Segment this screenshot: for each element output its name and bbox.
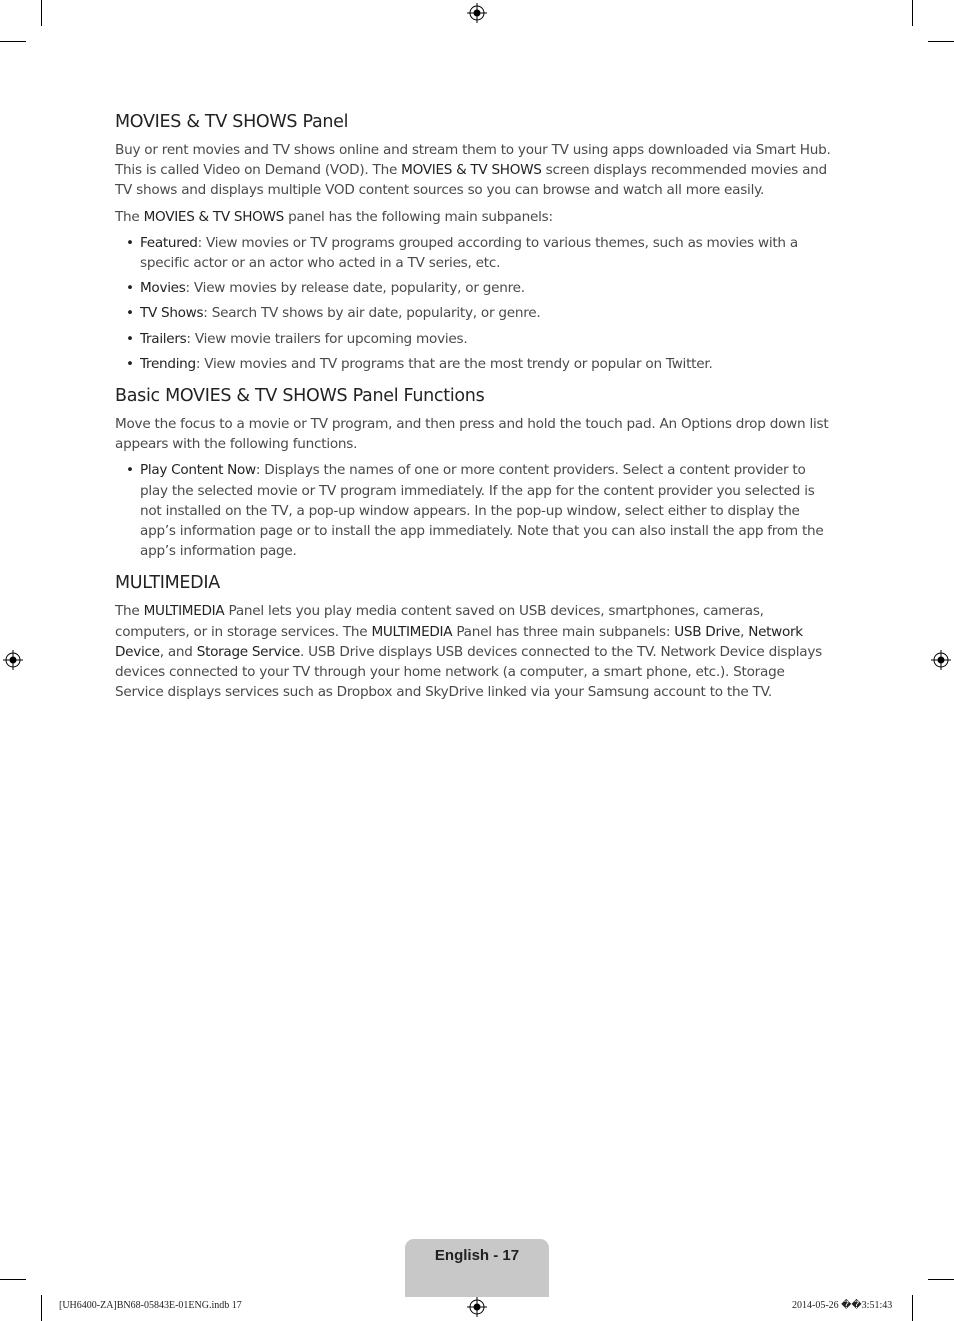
text: : View movies by release date, popularity, or genre.	[185, 280, 525, 297]
term: Movies	[140, 280, 186, 297]
subpanel-list	[115, 233, 835, 374]
text: The	[115, 603, 144, 620]
crop-mark	[928, 41, 954, 42]
term: MOVIES & TV SHOWS	[143, 208, 285, 225]
page-number-label: English - 17	[434, 1247, 520, 1264]
paragraph	[115, 207, 835, 227]
term: MOVIES & TV SHOWS	[401, 162, 542, 179]
registration-mark-icon	[3, 650, 23, 670]
text: : Search TV shows by air date, popularity, or genre.	[203, 305, 541, 322]
term: USB Drive	[674, 623, 741, 640]
crop-mark	[912, 1295, 913, 1321]
paragraph	[115, 601, 835, 702]
term: MULTIMEDIA	[371, 623, 453, 640]
list-item	[115, 329, 835, 349]
term: Trailers	[140, 330, 187, 347]
registration-mark-icon	[467, 3, 487, 23]
term: Play Content Now	[140, 462, 256, 479]
text: , and	[159, 643, 197, 660]
list-item	[115, 233, 835, 273]
paragraph: Move the focus to a movie or TV program, and then press and hold the touch pad. An Options drop down list appears with the following functions.	[115, 416, 829, 453]
term: Trending	[140, 355, 196, 372]
text: Buy or rent movies and TV shows online and stream them to your TV using apps downloaded via Smart Hub. This is called Video on Demand (VOD). The	[115, 142, 831, 179]
section-heading-basic-functions: Basic MOVIES & TV SHOWS Panel Functions	[115, 386, 485, 407]
text: . USB Drive displays USB devices connected to the TV. Network Device displays devices connected to your TV through your home network (a computer, a smart phone, etc.). Storage Service displays services such as Dropbox and SkyDrive linked via your Samsung account to the TV.	[115, 643, 822, 701]
crop-mark	[0, 41, 26, 42]
crop-mark	[41, 0, 42, 26]
list-item	[115, 354, 835, 374]
page-content	[115, 112, 835, 708]
term: TV Shows	[140, 305, 204, 322]
text: Panel has three main subpanels:	[452, 623, 675, 640]
paragraph	[115, 140, 835, 201]
registration-mark-icon	[931, 650, 951, 670]
list-item	[115, 460, 835, 561]
text: ,	[740, 623, 749, 640]
term: Storage Service	[196, 643, 300, 660]
function-list	[115, 460, 835, 561]
page-number-tab	[405, 1239, 549, 1297]
text: The	[115, 208, 144, 225]
text: panel has the following main subpanels:	[284, 208, 553, 225]
crop-mark	[928, 1279, 954, 1280]
registration-mark-icon	[467, 1297, 487, 1317]
text: : View movies or TV programs grouped according to various themes, such as movies with a specific actor or an actor who acted in a TV series, etc.	[140, 234, 798, 272]
text: Panel lets you play media content saved on USB devices, smartphones, cameras, computers, or in storage services. The	[115, 603, 764, 640]
text: : Displays the names of one or more content providers. Select a content provider to play the selected movie or TV program immediately. If the app for the content provider you selected is not installed on the TV, a pop-up window appears. In the pop-up window, select either to display the app’s information page or to install the app immediately. Note that you can also install the app from the app’s information page.	[140, 462, 824, 560]
text: : View movies and TV programs that are the most trendy or popular on Twitter.	[195, 355, 713, 372]
crop-mark	[41, 1295, 42, 1321]
print-slug-left: [UH6400-ZA]BN68-05843E-01ENG.indb 17	[59, 1300, 242, 1311]
text: : View movie trailers for upcoming movies.	[186, 330, 468, 347]
section-heading-movies-tv-shows: MOVIES & TV SHOWS Panel	[115, 112, 349, 132]
term: Network Device	[115, 623, 803, 660]
text: screen displays recommended movies and TV shows and displays multiple VOD content sources so you can browse and watch all more easily.	[115, 162, 827, 199]
term: MULTIMEDIA	[143, 603, 225, 620]
crop-mark	[912, 0, 913, 26]
section-heading-multimedia: MULTIMEDIA	[115, 573, 220, 594]
list-item	[115, 278, 835, 298]
term: Featured	[140, 234, 198, 251]
list-item	[115, 303, 835, 323]
print-slug-right: 2014-05-26 ��3:51:43	[792, 1300, 893, 1311]
crop-mark	[0, 1279, 26, 1280]
